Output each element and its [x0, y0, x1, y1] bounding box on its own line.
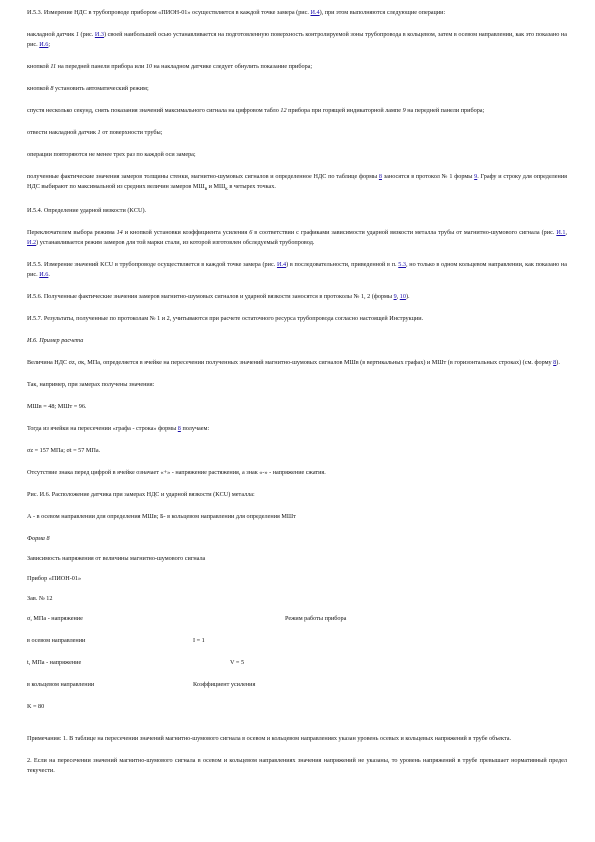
label-mode: Режим работы прибора — [285, 615, 347, 623]
paragraph-result: σz = 157 МПа; σt = 57 МПа. — [27, 447, 101, 455]
paragraph-example-values: МШв = 48; МШт = 96. — [27, 403, 87, 411]
link-fig-i4[interactable]: И.4 — [276, 261, 287, 269]
paragraph-5-6: И.5.6. Полученные фактические значения замеров магнитно-шумовых сигналов и ударной вязкости заносятся в протоколы № 1, 2 (формы 9, 10). — [27, 293, 410, 301]
paragraph-5-4: И.5.4. Определение ударной вязкости (KCU). — [27, 207, 147, 215]
label-hoop-direction: в кольцевом направлении — [27, 681, 95, 689]
label-gain: Коэффициент усиления — [193, 681, 256, 689]
section-heading-example: И.6. Пример расчета — [27, 337, 84, 345]
paragraph-example-intro: Так, например, при замерах получены значения: — [27, 381, 155, 389]
form-title: Форма 8 — [27, 535, 50, 543]
value-mode-v: V = 5 — [230, 659, 245, 667]
link-fig-i6[interactable]: И.6 — [39, 271, 49, 279]
serial-number: Зав. № 12 — [27, 595, 53, 603]
form-subtitle: Зависимость напряжения от величины магнитно-шумового сигнала — [27, 555, 206, 563]
form-row-1 — [27, 614, 567, 624]
label-axial-direction: в осевом направлении — [27, 637, 86, 645]
label-axial-stress: σ, МПа - напряжение — [27, 615, 83, 623]
step-repeat: операции повторяются не менее трех раз по каждой оси замера; — [27, 151, 196, 158]
form-row-4 — [27, 680, 567, 690]
step-reset: кнопкой 11 на передней панели прибора или 10 на накладном датчике следует обнулить показание прибора; — [27, 63, 313, 70]
figure-caption: Рис. И.6. Расположение датчика при замерах НДС и ударной вязкости (KCU) металла: — [27, 491, 255, 499]
link-fig-i6[interactable]: И.6 — [39, 41, 49, 48]
label-hoop-stress: t, МПа - напряжение — [27, 659, 82, 667]
paragraph-5-7: И.5.7. Результаты, полученные по протоколам № 1 и 2, учитываются при расчете остаточного ресурса трубопровода согласно настоящей Инструкции. — [27, 315, 424, 323]
form-row-3 — [27, 658, 567, 668]
paragraph-lookup: Тогда из ячейки на пересечении «графа - строка» формы 8 получаем: — [27, 425, 210, 433]
paragraph-5-3: И.5.3. Измерение НДС в трубопроводе прибором «ПИОН-01» осуществляется в каждой точке замера (рис. И.4), при этом выполняются следующие операции: — [27, 9, 446, 16]
link-fig-i1[interactable]: И.1 — [556, 229, 566, 237]
paragraph-5-5: И.5.5. Измерение значений KCU в трубопроводе осуществляется в каждой точке замера (рис. И.4) в последовательности, приведенной в п. 5.3, но только в одном кольцевом направлении, как показано на рис. И.6. — [27, 261, 567, 279]
link-form-10[interactable]: 10 — [399, 293, 406, 301]
document-page — [27, 8, 567, 788]
step-read-values: спустя несколько секунд, снять показания значений максимального сигнала на цифровом табло 12 прибора при горящей индикаторной лампе 9 на передней панели прибора; — [27, 107, 485, 114]
step-record-results: полученные фактические значения замеров толщины стенки, магнитно-шумовых сигналов и определенное НДС по таблице формы 8 заносятся в протокол № 1 формы 9. Графу и строку для определения НДС выбирают по максимальной из средних величин замеров $МШ_в$ и $МШ_к$ в четырех точках. — [27, 173, 567, 193]
step-auto-mode: кнопкой 8 установить автоматический режим; — [27, 85, 149, 92]
form-row-2 — [27, 636, 567, 646]
step-remove-sensor: отвести накладной датчик 1 от поверхности трубы; — [27, 129, 163, 136]
note-2: 2. Если на пересечении значений магнитно-шумового сигнала в осевом и кольцевом направлениях значения напряжений не указаны, то уровень напряжений в трубе превышает нормативный предел текучести. — [27, 757, 567, 775]
link-form-8[interactable]: 8 — [553, 359, 557, 367]
device-name: Прибор «ПИОН-01» — [27, 575, 82, 583]
figure-legend: А - в осевом направлении для определения МШв; Б- в кольцевом направлении для определения МШт — [27, 513, 296, 521]
link-form-8[interactable]: 8 — [378, 173, 382, 180]
link-section-5-3[interactable]: 5.3 — [398, 261, 406, 269]
step-place-sensor: накладной датчик 1 (рис. И.3) своей наибольшей осью устанавливается на подготовленную поверхность контролируемой зоны трубопровода в кольцевом, затем в осевом направлении, как это показано на рис. И.6; — [27, 31, 567, 48]
link-form-8[interactable]: 8 — [177, 425, 181, 433]
link-form-9[interactable]: 9 — [393, 293, 397, 301]
note-1: Примечания: 1. В таблице на пересечении значений магнитно-шумового сигнала в осевом и кольцевом направлениях указан уровень осевых и кольцевых напряжений в трубе объекта. — [27, 735, 512, 743]
value-mode-i: I = 1 — [193, 637, 205, 645]
paragraph-mode-select: Переключателем выбора режима 14 и кнопкой установки коэффициента усиления 6 в соответствии с графиками зависимости ударной вязкости металла трубы от магнитно-шумового сигнала (рис. И.1, И.2) устанавливается режим замеров для той марки стали, из которой изготовлен обследуемый трубопровод. — [27, 229, 567, 247]
paragraph-sign-note: Отсутствие знака перед цифрой в ячейке означает «+» - напряжение растяжения, а знак «-» - напряжение сжатия. — [27, 469, 326, 477]
link-fig-i3[interactable]: И.3 — [94, 31, 104, 38]
link-form-9[interactable]: 9 — [474, 173, 478, 180]
link-fig-i4[interactable]: И.4 — [310, 9, 320, 16]
link-fig-i2[interactable]: И.2 — [27, 239, 37, 247]
paragraph-stress-value: Величина НДС σz, σк, МПа, определяется в ячейке на пересечении полученных значений магнитно-шумовых сигналов МШв (в вертикальных графах) и МШт (в горизонтальных строках) (см. форму 8). — [27, 359, 560, 367]
gain-value: K = 80 — [27, 703, 45, 711]
